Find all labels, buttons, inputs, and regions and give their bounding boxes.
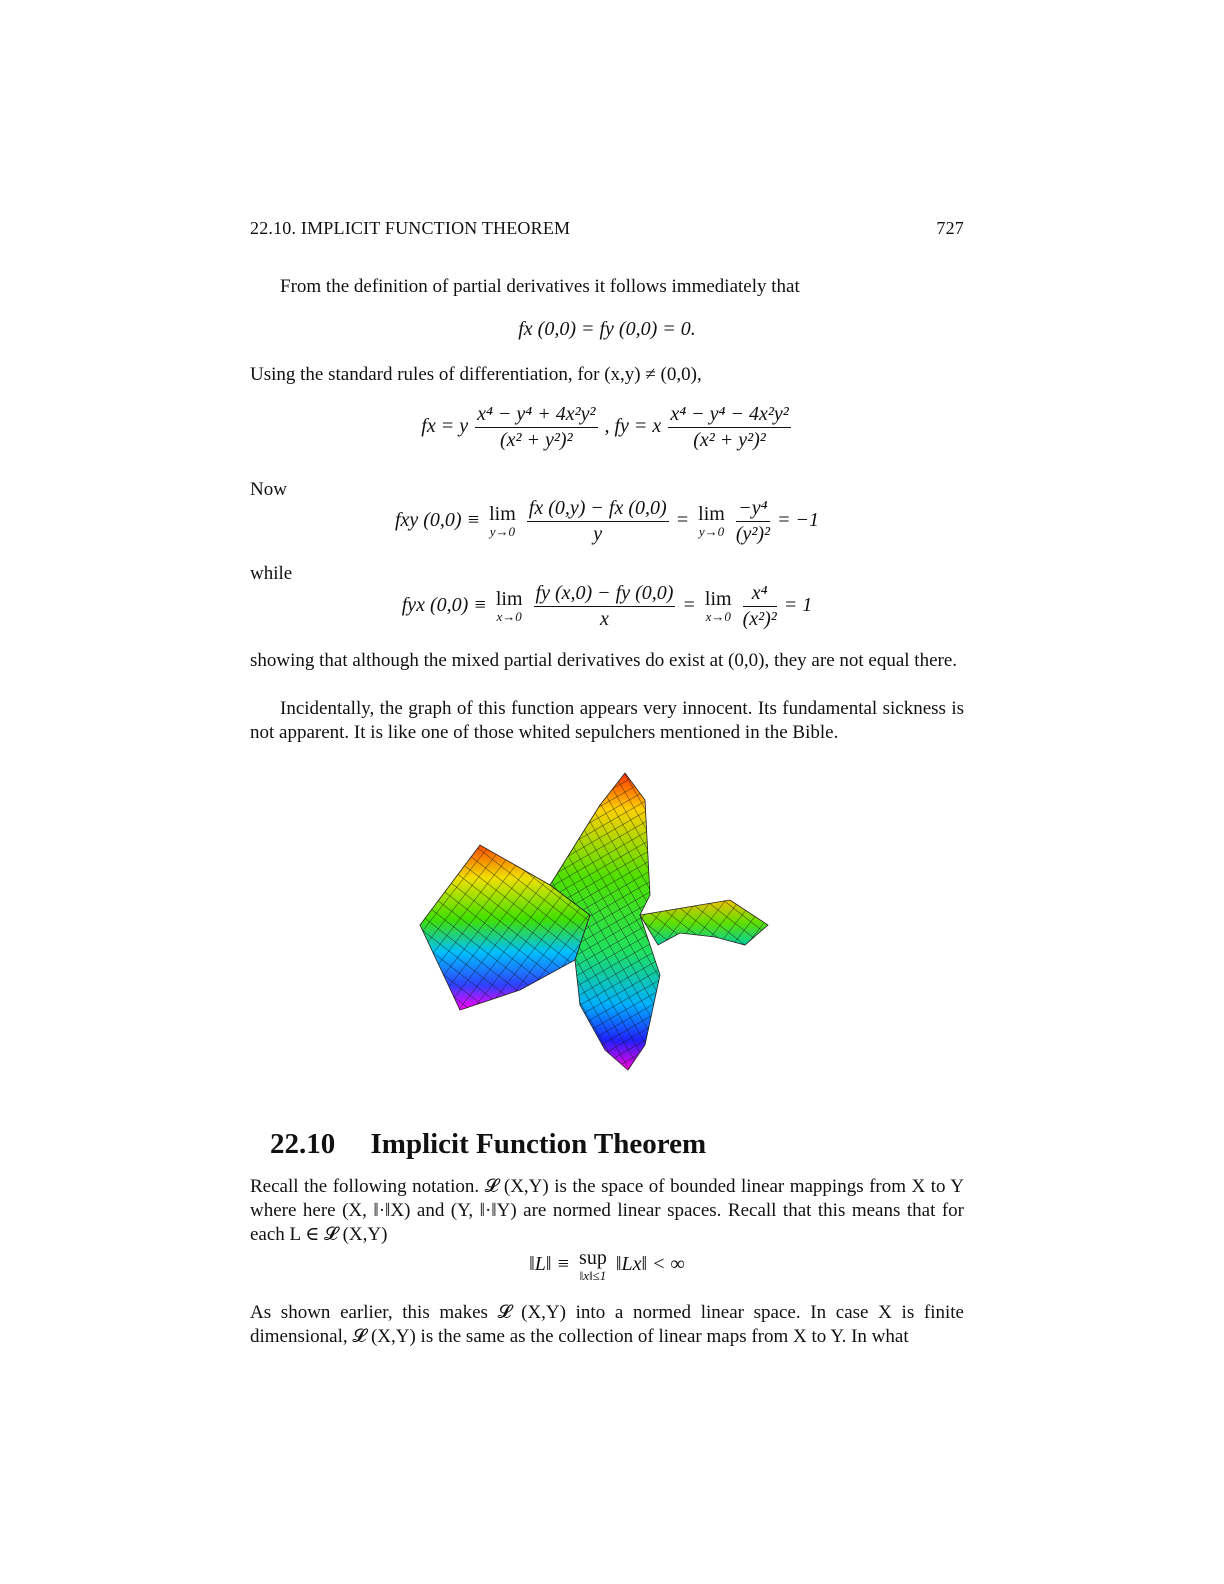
limit-word: lim [489,503,516,525]
limit-word: lim [698,503,725,525]
denominator: y [593,523,603,545]
limit-subscript: x→0 [496,609,522,624]
fy-lhs: fy = x [614,415,662,438]
fxy-result: = −1 [777,509,820,532]
sup-subscript: ‖x‖≤1 [579,1268,607,1283]
limit-2 [705,588,732,625]
limit-2 [698,503,725,540]
equals-sign: = [682,594,696,617]
norm-rhs: ‖Lx‖ < ∞ [615,1253,685,1276]
limit-word: lim [495,588,523,610]
limit-subscript: x→0 [705,609,731,624]
equation-operator-norm [250,1247,964,1284]
norm-lhs: ‖L‖ ≡ [529,1253,571,1276]
fyx-fraction-1 [534,582,676,631]
fx-denominator: (x² + y²)² [500,429,573,451]
equation-fyx [250,582,964,631]
separator: , [604,415,610,438]
denominator: (y²)² [735,523,771,545]
limit-subscript: y→0 [698,524,725,539]
section-title: Implicit Function Theorem [370,1128,707,1160]
fx-numerator: x⁴ − y⁴ + 4x²y² [475,403,597,428]
paragraph-5: Recall the following notation. 𝓛 (X,Y) is the space of bounded linear mappings from X to Y where here (X, ‖·‖X) and (Y, ‖·‖Y) are normed linear spaces. Recall that this means that for each L ∈ 𝓛 (X,Y) [250,1176,964,1245]
limit-subscript: y→0 [489,524,516,539]
equation-partials-zero: fx (0,0) = fy (0,0) = 0. [518,318,696,340]
section-number: 22.10 [270,1128,336,1160]
paragraph-1: From the definition of partial derivatives it follows immediately that [280,276,800,297]
fy-fraction [668,403,790,452]
page-number: 727 [936,218,964,238]
fx-lhs: fx = y [421,415,469,438]
running-title: 22.10. IMPLICIT FUNCTION THEOREM [250,218,571,238]
paragraph-4: Incidentally, the graph of this function appears very innocent. Its fundamental sickness is not apparent. It is like one of those whited sepulchers mentioned in the Bible. [250,698,964,743]
equation-fxy [250,497,964,546]
fyx-lhs: fyx (0,0) ≡ [401,594,487,617]
fxy-fraction-1 [527,497,669,546]
equals-sign: = [675,509,690,532]
denominator: x [600,608,609,630]
paragraph-3: showing that although the mixed partial derivatives do exist at (0,0), they are not equal there. [250,650,958,671]
equation-fx-fy [250,403,964,452]
label-now: Now [250,479,287,500]
fyx-fraction-2 [743,582,777,631]
sup-operator [579,1247,607,1284]
paragraph-6: As shown earlier, this makes 𝓛 (X,Y) into a normed linear space. In case X is finite dimensional, 𝓛 (X,Y) is the same as the collection of linear maps from X to Y. In what [250,1302,964,1347]
fy-numerator: x⁴ − y⁴ − 4x²y² [668,403,790,428]
fyx-result: = 1 [783,594,813,617]
numerator: fy (x,0) − fy (0,0) [534,582,676,607]
limit-1 [496,588,523,625]
paragraph-2: Using the standard rules of differentiation, for (x,y) ≠ (0,0), [250,364,702,385]
fx-fraction [475,403,597,452]
numerator: fx (0,y) − fx (0,0) [527,497,669,522]
numerator: x⁴ [743,582,777,607]
section-heading [270,1128,706,1161]
label-while: while [250,563,293,584]
fxy-fraction-2 [736,497,770,546]
fxy-lhs: fxy (0,0) ≡ [394,509,481,532]
surface-plot-figure [400,745,790,1100]
running-header [250,218,964,239]
limit-word: lim [704,588,732,610]
denominator: (x²)² [742,608,777,630]
surface-plot [400,745,790,1100]
sup-word: sup [579,1247,607,1269]
fy-denominator: (x² + y²)² [693,429,766,451]
numerator: −y⁴ [736,497,770,522]
limit-1 [489,503,516,540]
